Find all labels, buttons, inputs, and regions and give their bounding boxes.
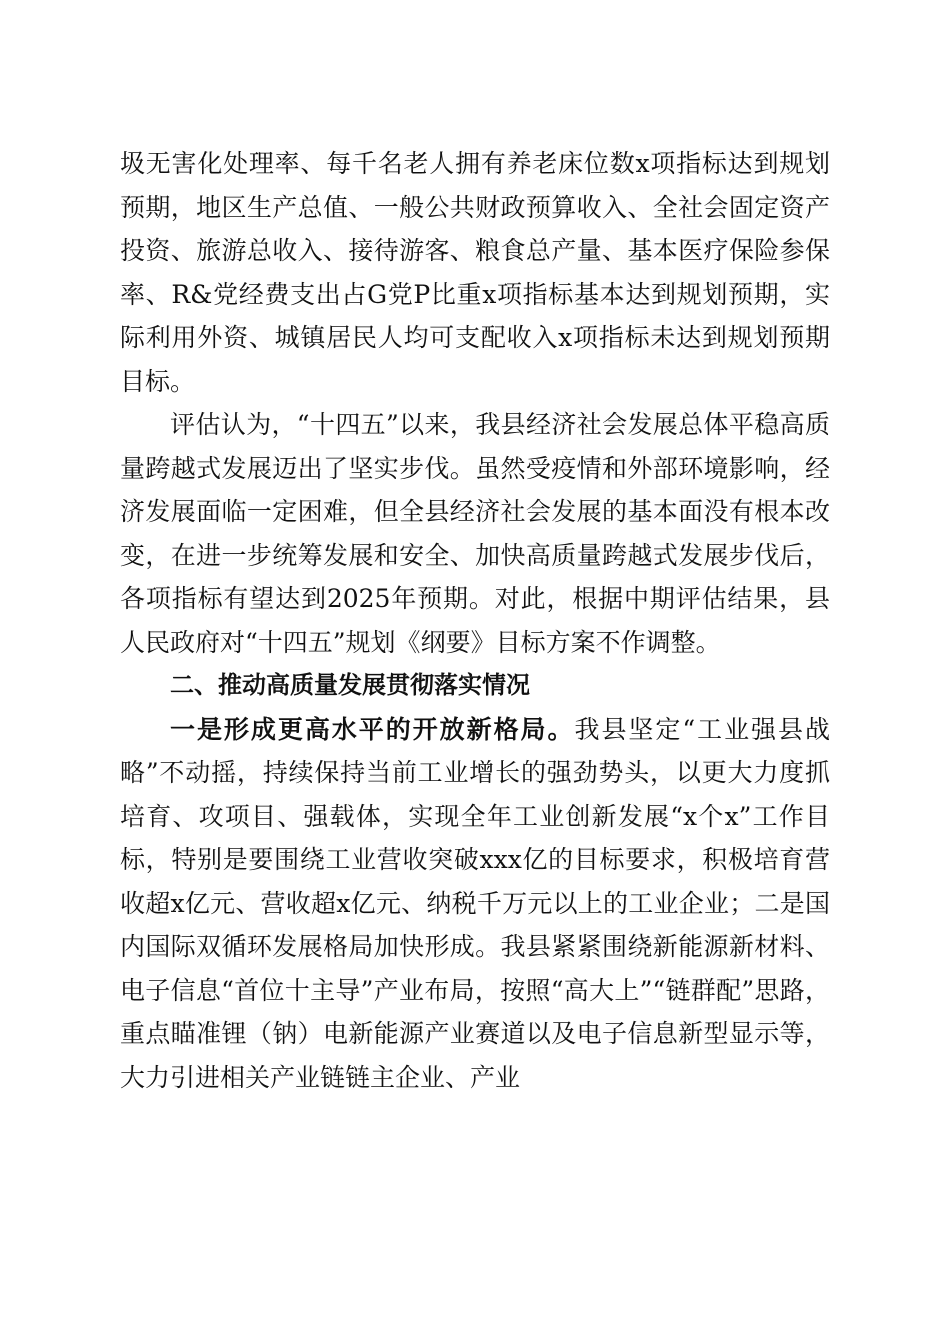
paragraph-body: 我县坚定“工业强县战略”不动摇，持续保持当前工业增长的强劲势头，以更大力度抓培育、攻项目、强载体，实现全年工业创新发展“x个x”工作目标，特别是要围绕工业营收突破xxx亿的目标要求，积极培育营收超x亿元、营收超x亿元、纳税千万元以上的工业企业；二是国内国际双循环发展格局加快形成。我县紧紧围绕新能源新材料、电子信息“首位十主导”产业布局，按照“高大上”“链群配”思路，重点瞄准锂（钠）电新能源产业赛道以及电子信息新型显示等，大力引进相关产业链链主企业、产业 [120, 714, 830, 1092]
paragraph-indicators: 圾无害化处理率、每千名老人拥有养老床位数x项指标达到规划预期，地区生产总值、一般公共财政预算收入、全社会固定资产投资、旅游总收入、接待游客、粮食总产量、基本医疗保险参保率、R&党经费支出占G党P比重x项指标基本达到规划预期，实际利用外资、城镇居民人均可支配收入x项指标未达到规划预期目标。 [120, 149, 830, 396]
paragraph-open-pattern [120, 708, 830, 1100]
document-body [120, 142, 830, 1099]
paragraph-lead: 一是形成更高水平的开放新格局。 [170, 714, 575, 744]
section-heading: 二、推动高质量发展贯彻落实情况 [170, 671, 530, 699]
paragraph-assessment: 评估认为，“十四五”以来，我县经济社会发展总体平稳高质量跨越式发展迈出了坚实步伐。虽然受疫情和外部环境影响，经济发展面临一定困难，但全县经济社会发展的基本面没有根本改变，在进一步统筹发展和安全、加快高质量跨越式发展步伐后，各项指标有望达到2025年预期。对此，根据中期评估结果，县人民政府对“十四五”规划《纲要》目标方案不作调整。 [120, 410, 830, 657]
